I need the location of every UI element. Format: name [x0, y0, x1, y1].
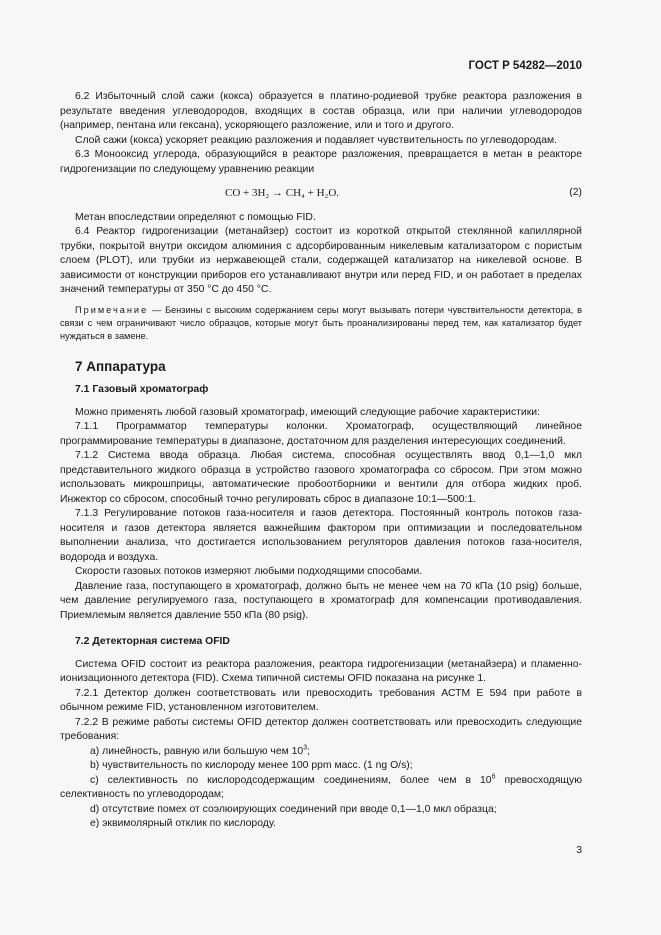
exponent-c: 6	[491, 773, 496, 781]
exponent-a: 3	[303, 744, 308, 752]
paragraph-6-2-continued: Слой сажи (кокса) ускоряет реакцию разложения и подавляет чувствительность по углеводородам.	[75, 134, 558, 146]
paragraph-7-1-1: 7.1.1 Программатор температуры колонки. Хроматограф, осуществляющий линейное программирование температуры в диапазоне, достаточном для разделения интересующих соединений.	[60, 421, 582, 447]
standard-number: ГОСТ Р 54282—2010	[468, 60, 582, 72]
list-item-a: a) линейность, равную или большую чем $10^3$;	[90, 744, 310, 757]
paragraph-7-1-3: 7.1.3 Регулирование потоков газа-носителя и газов детектора. Постоянный контроль потоков газа-носителя и газов детектора является важнейшим фактором при оптимизации и последовательном выполнении анализа, что достигается использованием регуляторов давления потоков газа-носителя, водорода и воздуха.	[60, 508, 582, 563]
paragraph-7-2-1: 7.2.1 Детектор должен соответствовать или превосходить требования АСТМ Е 594 при работе в обычном режиме FID, установленном изготовителем.	[60, 687, 582, 713]
paragraph-6-2: 6.2 Избыточный слой сажи (кокса) образуется в платино-родиевой трубке реактора разложения в результате введения углеводородов, входящих в состав образца, или при наличии углеводородов (например, пентана или гексана), ускоряющего разложение, или и того и другого.	[60, 91, 582, 131]
paragraph-7-2: Система OFID состоит из реактора разложения, реактора гидрогенизации (метанайзера) и пламенно-ионизационного детектора (FID). Схема типичной системы OFID показана на рисунке 1.	[60, 658, 582, 684]
paragraph-7-1-3-pressure: Давление газа, поступающего в хроматограф, должно быть не менее чем на 70 кПа (10 psig) больше, чем давление регулируемого газа, поступающего в хроматограф для компенсации противодавления. Приемлемым является давление 550 кПа (80 psig).	[60, 580, 582, 621]
note	[60, 304, 582, 343]
reaction-equation	[60, 186, 582, 201]
section-7-2-title: 7.2 Детекторная система OFID	[75, 636, 230, 647]
equation-expression: CO + 3H₂ → CH₄ + H₂O.	[225, 187, 340, 199]
page-content	[60, 90, 582, 832]
paragraph-7-1: Можно применять любой газовый хроматограф, имеющий следующие рабочие характеристики:	[75, 406, 540, 418]
page-number: 3	[576, 845, 582, 856]
equation-number: (2)	[569, 187, 582, 198]
paragraph-6-3: 6.3 Монооксид углерода, образующийся в реакторе разложения, превращается в метан в реакторе гидрогенизации по следующему уравнению реакции	[60, 149, 582, 175]
list-item-e: e) эквимолярный отклик по кислороду.	[90, 818, 276, 829]
paragraph-6-3-continued: Метан впоследствии определяют с помощью FID.	[75, 211, 316, 223]
paragraph-7-1-3-flow: Скорости газовых потоков измеряют любыми подходящими способами.	[75, 566, 423, 577]
note-label: Примечание	[75, 304, 149, 315]
paragraph-6-4: 6.4 Реактор гидрогенизации (метанайзер) состоит из короткой открытой стеклянной капиллярной трубки, покрытой внутри оксидом алюминия с адсорбированным никелевым катализатором с пористым слоем (PLOT), или трубки из нержавеющей стали, содержащей катализатор на никелевой основе. В зависимости от конструкции приборов его устанавливают внутри или перед FID, и он работает в пределах значений температуры от 350 °C до 450 °C.	[60, 226, 582, 295]
list-item-b: b) чувствительность по кислороду менее 100 ppm масс. (1 ng O/s);	[90, 760, 413, 771]
list-item-d: d) отсутствие помех от соэлюирующих соединений при вводе 0,1—1,0 мкл образца;	[90, 803, 497, 815]
section-7-title: 7 Аппаратура	[75, 358, 166, 374]
section-7-1-title: 7.1 Газовый хроматограф	[75, 384, 209, 395]
list-item-c: c) селективность по кислородсодержащим соединениям, более чем в $10^6$ превосходящую селективность по углеводородам;	[60, 773, 583, 800]
paragraph-7-1-2: 7.1.2 Система ввода образца. Любая система, способная осуществлять ввод 0,1—1,0 мкл представительного жидкого образца в устройство газового хроматографа со сбросом. При этом можно использовать микрошприцы, автоматические пробоотборники и вентили для отбора жидких проб. Инжектор со сбросом, способный точно регулировать сброс в диапазоне 10:1—500:1.	[60, 450, 582, 505]
note-text: — Бензины с высоким содержанием серы могут вызывать потери чувствительности детектора, в связи с чем ограничивают число образцов, которые могут быть проанализированы перед тем, как катализатор будет нуждаться в замене.	[60, 304, 582, 341]
paragraph-7-2-2: 7.2.2 В режиме работы системы OFID детектор должен соответствовать или превосходить следующие требования:	[60, 716, 582, 742]
